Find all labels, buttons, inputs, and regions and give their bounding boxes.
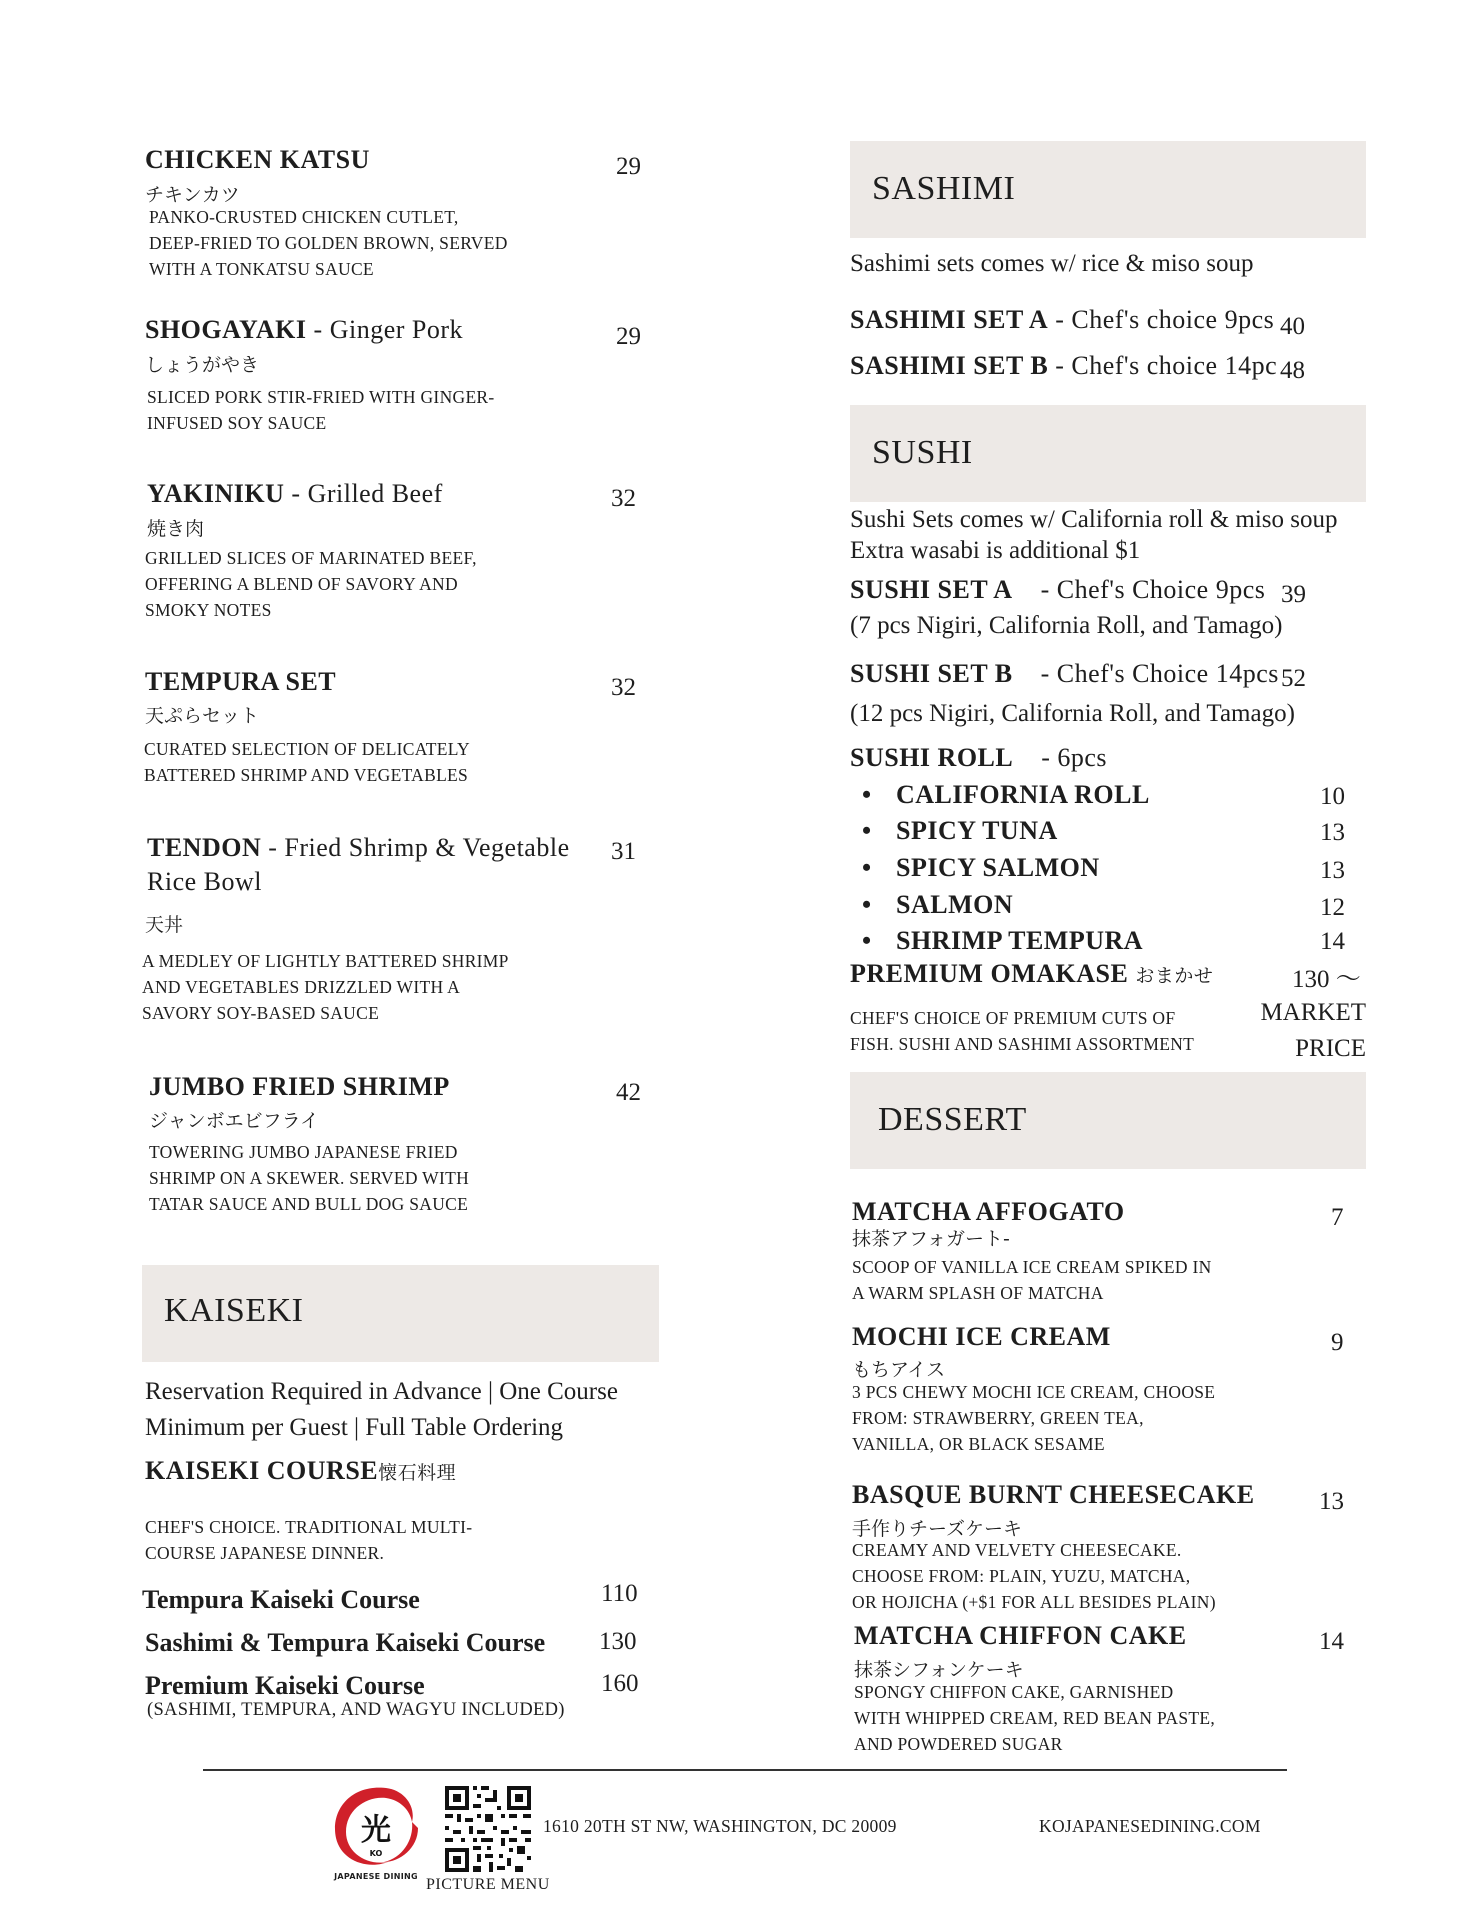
item-jp-shogayaki: しょうがやき <box>145 354 260 376</box>
section-header-sushi <box>850 405 1366 502</box>
item-jp-tempura-set: 天ぷらセット <box>145 705 260 727</box>
roll-price-salmon: 12 <box>1320 894 1345 921</box>
sashimi-set-b-price: 48 <box>1280 357 1305 384</box>
sushi-set-a-price: 39 <box>1281 581 1306 608</box>
kaiseki-course-sashimi-tempura: Sashimi & Tempura Kaiseki Course <box>145 1628 546 1657</box>
kaiseki-price-premium: 160 <box>601 1670 639 1697</box>
roll-price-spicy-salmon: 13 <box>1320 857 1345 884</box>
item-name-tendon: TENDON - Fried Shrimp & Vegetable <box>147 833 570 862</box>
item-desc-chicken-katsu: PANKO-CRUSTED CHICKEN CUTLET, DEEP-FRIED TO GOLDEN BROWN, SERVED WITH A TONKATSU SAUCE <box>149 207 508 279</box>
dessert-name-matcha-chiffon: MATCHA CHIFFON CAKE <box>854 1621 1187 1650</box>
omakase-price: 130 〜 <box>1292 966 1361 993</box>
svg-text:KO: KO <box>369 1849 383 1858</box>
sashimi-set-a: SASHIMI SET A - Chef's choice 9pcs <box>850 305 1275 334</box>
sushi-set-b: SUSHI SET B - Chef's Choice 14pcs <box>850 659 1279 688</box>
dessert-desc-basque-cheesecake: CREAMY AND VELVETY CHEESECAKE. CHOOSE FROM: PLAIN, YUZU, MATCHA, OR HOJICHA (+$1 FOR ALL BESIDES PLAIN) <box>852 1540 1216 1612</box>
footer-address: 1610 20TH ST NW, WASHINGTON, DC 20009 <box>543 1816 897 1836</box>
item-jp-tendon: 天丼 <box>145 914 184 936</box>
item-name-yakiniku: YAKINIKU - Grilled Beef <box>147 479 443 508</box>
item-jp-chicken-katsu: チキンカツ <box>145 184 240 206</box>
sushi-roll-title: SUSHI ROLL - 6pcs <box>850 743 1108 772</box>
kaiseki-price-sashimi-tempura: 130 <box>599 1628 637 1655</box>
item-name-jumbo-fried-shrimp: JUMBO FRIED SHRIMP <box>149 1072 450 1101</box>
roll-price-spicy-tuna: 13 <box>1320 819 1345 846</box>
logo-brush-circle-icon <box>326 1782 426 1872</box>
item-price-chicken-katsu: 29 <box>616 153 641 180</box>
section-header-kaiseki <box>142 1265 659 1362</box>
kaiseki-course-name: KAISEKI COURSE懐石料理 <box>145 1456 457 1485</box>
sashimi-intro: Sashimi sets comes w/ rice & miso soup <box>850 250 1254 277</box>
roll-price-california: 10 <box>1320 783 1345 810</box>
dessert-price-matcha-affogato: 7 <box>1331 1204 1344 1231</box>
section-header-sashimi <box>850 141 1366 238</box>
dessert-price-basque-cheesecake: 13 <box>1319 1488 1344 1515</box>
section-title-sashimi: SASHIMI <box>872 170 1016 207</box>
dessert-jp-matcha-affogato: 抹茶アフォガート- <box>852 1228 1010 1250</box>
dessert-name-basque-cheesecake: BASQUE BURNT CHEESECAKE <box>852 1480 1255 1509</box>
sushi-set-b-price: 52 <box>1281 665 1306 692</box>
item-price-jumbo-fried-shrimp: 42 <box>616 1079 641 1106</box>
logo-caption: JAPANESE DINING <box>334 1872 418 1881</box>
dessert-name-matcha-affogato: MATCHA AFFOGATO <box>852 1197 1125 1226</box>
sushi-intro: Sushi Sets comes w/ California roll & miso soup Extra wasabi is additional $1 <box>850 506 1338 564</box>
sashimi-set-a-price: 40 <box>1280 313 1305 340</box>
item-price-yakiniku: 32 <box>611 485 636 512</box>
sushi-set-b-note: (12 pcs Nigiri, California Roll, and Tamago) <box>850 700 1295 727</box>
kaiseki-intro: Reservation Required in Advance | One Course Minimum per Guest | Full Table Ordering <box>145 1378 618 1441</box>
item-price-tendon: 31 <box>611 838 636 865</box>
item-jp-yakiniku: 焼き肉 <box>147 518 205 540</box>
kaiseki-price-tempura: 110 <box>601 1580 638 1607</box>
dessert-price-mochi-ice-cream: 9 <box>1331 1329 1344 1356</box>
dessert-desc-matcha-affogato: SCOOP OF VANILLA ICE CREAM SPIKED IN A WARM SPLASH OF MATCHA <box>852 1257 1212 1303</box>
qr-caption: PICTURE MENU <box>426 1876 550 1893</box>
dessert-desc-mochi-ice-cream: 3 PCS CHEWY MOCHI ICE CREAM, CHOOSE FROM: STRAWBERRY, GREEN TEA, VANILLA, OR BLACK SESAME <box>852 1382 1216 1454</box>
section-title-dessert: DESSERT <box>878 1101 1027 1138</box>
dessert-jp-basque-cheesecake: 手作りチーズケーキ <box>852 1518 1023 1540</box>
kaiseki-course-premium: Premium Kaiseki Course <box>145 1671 425 1700</box>
roll-price-shrimp-tempura: 14 <box>1320 928 1345 955</box>
dessert-price-matcha-chiffon: 14 <box>1319 1628 1344 1655</box>
item-desc-yakiniku: GRILLED SLICES OF MARINATED BEEF, OFFERING A BLEND OF SAVORY AND SMOKY NOTES <box>145 548 477 620</box>
item-name-tempura-set: TEMPURA SET <box>145 667 337 696</box>
kaiseki-course-desc: CHEF'S CHOICE. TRADITIONAL MULTI- COURSE JAPANESE DINNER. <box>145 1517 473 1563</box>
footer-website-link[interactable]: KOJAPANESEDINING.COM <box>1039 1816 1261 1836</box>
restaurant-logo <box>326 1782 426 1882</box>
item-price-shogayaki: 29 <box>616 323 641 350</box>
item-name-chicken-katsu: CHICKEN KATSU <box>145 145 370 174</box>
kaiseki-premium-note: (SASHIMI, TEMPURA, AND WAGYU INCLUDED) <box>147 1700 565 1720</box>
item-jp-jumbo-fried-shrimp: ジャンボエビフライ <box>149 1110 320 1132</box>
omakase-desc: CHEF'S CHOICE OF PREMIUM CUTS OF FISH. SUSHI AND SASHIMI ASSORTMENT <box>850 1008 1195 1054</box>
sushi-set-a-note: (7 pcs Nigiri, California Roll, and Tamago) <box>850 612 1283 639</box>
item-name-shogayaki: SHOGAYAKI - Ginger Pork <box>145 315 464 344</box>
item-desc-shogayaki: SLICED PORK STIR-FRIED WITH GINGER- INFUSED SOY SAUCE <box>147 387 495 433</box>
sushi-set-a: SUSHI SET A - Chef's Choice 9pcs <box>850 575 1266 604</box>
kaiseki-course-tempura: Tempura Kaiseki Course <box>142 1585 420 1614</box>
dessert-jp-matcha-chiffon: 抹茶シフォンケーキ <box>854 1659 1024 1681</box>
dessert-jp-mochi-ice-cream: もちアイス <box>852 1359 946 1381</box>
item-desc-tendon: A MEDLEY OF LIGHTLY BATTERED SHRIMP AND VEGETABLES DRIZZLED WITH A SAVORY SOY-BASED SAUCE <box>142 951 509 1023</box>
item-subtitle-tendon: Rice Bowl <box>147 867 262 896</box>
section-header-dessert <box>850 1072 1366 1169</box>
svg-text:光: 光 <box>361 1813 391 1848</box>
qr-code-icon <box>443 1784 533 1874</box>
section-title-kaiseki: KAISEKI <box>164 1292 304 1329</box>
omakase-name: PREMIUM OMAKASE おまかせ <box>850 959 1214 988</box>
item-desc-jumbo-fried-shrimp: TOWERING JUMBO JAPANESE FRIED SHRIMP ON A SKEWER. SERVED WITH TATAR SAUCE AND BULL DOG SAUCE <box>149 1142 470 1214</box>
item-desc-tempura-set: CURATED SELECTION OF DELICATELY BATTERED SHRIMP AND VEGETABLES <box>144 739 470 785</box>
dessert-desc-matcha-chiffon: SPONGY CHIFFON CAKE, GARNISHED WITH WHIPPED CREAM, RED BEAN PASTE, AND POWDERED SUGAR <box>854 1682 1216 1754</box>
footer-divider <box>203 1769 1287 1771</box>
sashimi-set-b: SASHIMI SET B - Chef's choice 14pc <box>850 351 1278 380</box>
qr-code[interactable] <box>443 1784 533 1874</box>
section-title-sushi: SUSHI <box>872 434 973 471</box>
item-price-tempura-set: 32 <box>611 674 636 701</box>
dessert-name-mochi-ice-cream: MOCHI ICE CREAM <box>852 1322 1111 1351</box>
omakase-market-price: MARKET PRICE <box>1260 999 1366 1062</box>
